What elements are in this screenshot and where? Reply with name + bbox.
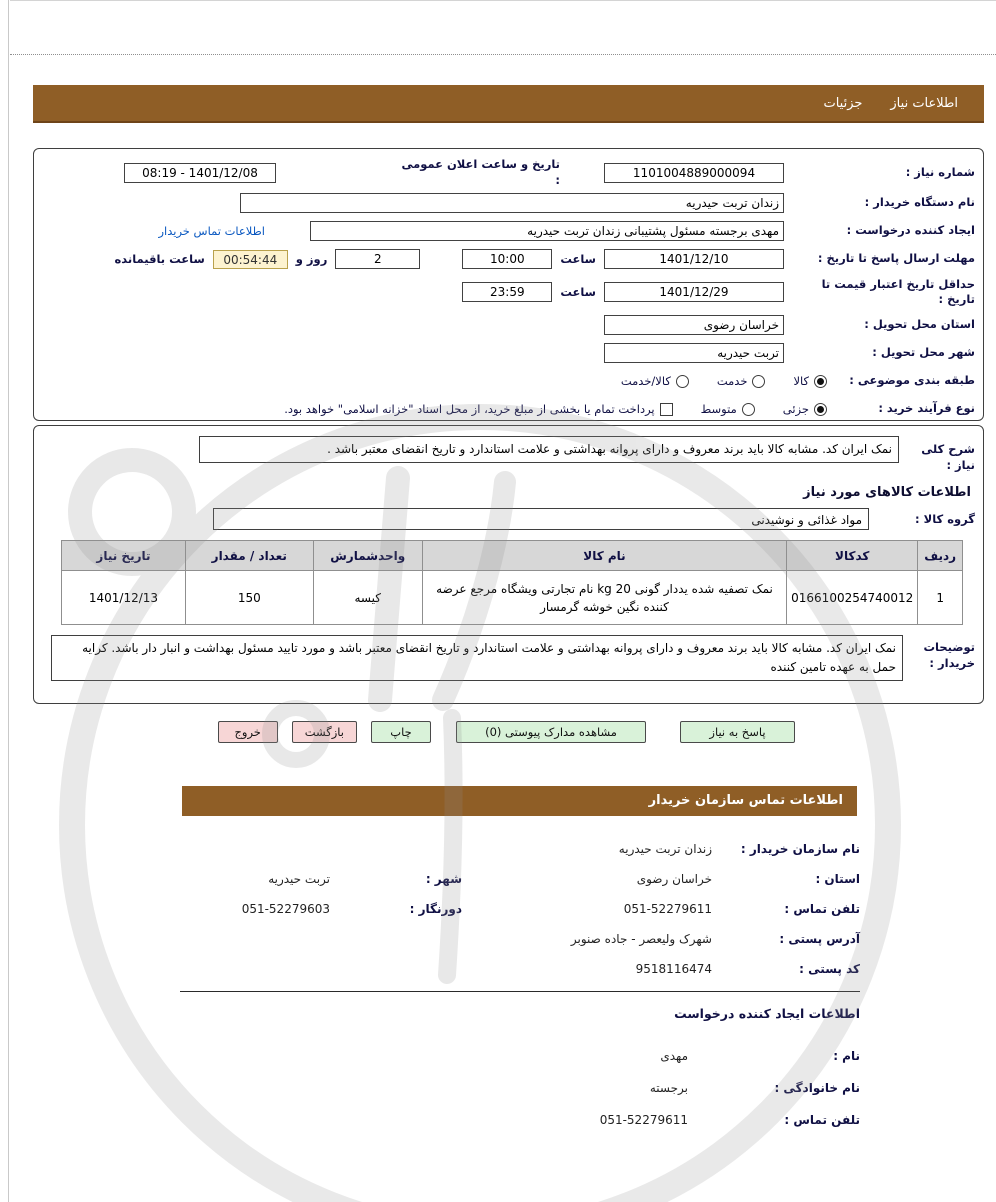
view-attachments-button[interactable]: مشاهده مدارک پیوستی (0) — [456, 721, 646, 743]
need-number-input[interactable] — [604, 163, 784, 183]
postal-code-label: کد پستی : — [799, 962, 860, 976]
need-items-section — [33, 425, 984, 704]
cell-quantity: 150 — [185, 571, 313, 625]
buyer-contact-section — [180, 834, 860, 984]
validity-label: حداقل تاریخ اعتبار قیمت تا تاریخ : — [821, 276, 975, 307]
row-goods-group — [42, 508, 975, 530]
top-divider — [10, 0, 996, 1]
goods-radio-label: کالا — [793, 374, 809, 389]
row-org-name — [180, 834, 860, 864]
goods-service-radio[interactable] — [676, 375, 689, 388]
deadline-label: مهلت ارسال پاسخ تا تاریخ : — [817, 251, 975, 266]
service-radio[interactable] — [752, 375, 765, 388]
cell-need-date: 1401/12/13 — [62, 571, 186, 625]
reply-to-need-button[interactable]: پاسخ به نیاز — [680, 721, 795, 743]
row-province-city — [180, 864, 860, 894]
medium-radio[interactable] — [742, 403, 755, 416]
request-creator-label: ایجاد کننده درخواست : — [846, 223, 975, 238]
need-description-label: شرح کلی نیاز : — [921, 442, 975, 473]
row-phone-fax — [180, 894, 860, 924]
row-creator-phone — [180, 1104, 860, 1136]
service-radio-label: خدمت — [716, 374, 748, 389]
need-number-label: شماره نیاز : — [905, 164, 975, 179]
category-option-goods — [793, 374, 827, 388]
buyer-notes-box[interactable]: نمک ایران کد. مشابه کالا باید برند معروف و دارای پروانه بهداشتی و علامت استاندارد و تاریخ انقضای معتبر باشد و مورد تایید مسئول بهداشت و انبار دار باشد. کرایه حمل به عهده تامین کننده — [51, 635, 903, 681]
row-last-name — [180, 1072, 860, 1104]
delivery-province-input[interactable] — [604, 315, 784, 335]
row-need-number — [42, 157, 975, 188]
validity-date-input[interactable] — [604, 282, 784, 302]
col-need-date: تاریخ نیاز — [62, 541, 186, 571]
col-row-number: ردیف — [918, 541, 963, 571]
row-purchase-process — [42, 396, 975, 421]
goods-group-label: گروه کالا : — [915, 512, 975, 527]
creator-phone-label: تلفن تماس : — [784, 1113, 860, 1127]
buyer-contact-link[interactable]: اطلاعات تماس خریدار — [158, 224, 265, 239]
row-request-creator — [42, 218, 975, 244]
goods-radio[interactable] — [814, 375, 827, 388]
col-item-name: نام کالا — [422, 541, 786, 571]
row-delivery-province — [42, 312, 975, 338]
row-buyer-org — [42, 190, 975, 216]
validity-hour-label: ساعت — [560, 285, 596, 300]
contact-province-value: خراسان رضوی — [636, 872, 712, 886]
buyer-notes-label: توضیحات خریدار : — [923, 640, 975, 671]
row-subject-category — [42, 368, 975, 394]
buyer-contact-header — [182, 786, 857, 816]
purchase-process-label: نوع فرآیند خرید : — [878, 401, 975, 416]
items-heading: اطلاعات کالاهای مورد نیاز — [803, 485, 971, 501]
request-creator-input[interactable] — [310, 221, 784, 241]
category-option-goods-service — [621, 374, 689, 388]
contact-city-value: تربت حیدریه — [268, 872, 330, 886]
cell-item-name: نمک تصفیه شده یددار گونی 20 kg نام تجارتی ویشگاه مرجع عرضه کننده نگین خوشه گرمسار — [422, 571, 786, 625]
delivery-province-label: استان محل تحویل : — [864, 317, 975, 332]
last-name-label: نام خانوادگی : — [774, 1081, 860, 1095]
buyer-org-label: نام دستگاه خریدار : — [864, 195, 975, 210]
process-option-medium — [701, 402, 755, 416]
days-label: روز و — [295, 252, 328, 267]
col-quantity: تعداد / مقدار — [185, 541, 313, 571]
contact-province-label: استان : — [815, 872, 860, 886]
treasury-checkbox-label: پرداخت تمام یا بخشی از مبلغ خرید، از محل اسناد "خزانه اسلامی" خواهد بود. — [284, 402, 655, 417]
medium-radio-label: متوسط — [700, 402, 737, 417]
cell-row-number: 1 — [918, 571, 963, 625]
row-postal-address — [180, 924, 860, 954]
buyer-org-input[interactable] — [240, 193, 784, 213]
need-description-box[interactable]: نمک ایران کد. مشابه کالا باید برند معروف و دارای پروانه بهداشتی و علامت استاندارد و تاریخ انقضای معتبر باشد . — [199, 436, 899, 463]
announce-datetime-label: تاریخ و ساعت اعلان عمومی : — [401, 157, 560, 187]
process-option-minor — [783, 402, 827, 416]
contact-city-label: شهر : — [425, 872, 462, 886]
row-delivery-city — [42, 340, 975, 366]
action-buttons — [218, 721, 795, 743]
last-name-value: برجسته — [649, 1081, 688, 1095]
contact-fax-label: دورنگار : — [409, 902, 462, 916]
contact-fax-value: 051-52279603 — [241, 902, 330, 916]
cell-unit: کیسه — [313, 571, 422, 625]
minor-radio[interactable] — [814, 403, 827, 416]
org-name-label: نام سازمان خریدار : — [740, 842, 860, 856]
validity-time-input[interactable] — [462, 282, 552, 302]
row-price-validity — [42, 274, 975, 310]
countdown-timer: 00:54:44 — [213, 250, 288, 269]
col-item-code: کدکالا — [787, 541, 918, 571]
creator-info-heading: اطلاعات ایجاد کننده درخواست — [674, 1006, 860, 1021]
org-name-value: زندان تربت حیدریه — [618, 842, 712, 856]
treasury-option — [284, 402, 672, 416]
row-postal-code — [180, 954, 860, 984]
subject-category-label: طبقه بندی موضوعی : — [849, 373, 975, 388]
tab-details[interactable]: جزئیات — [823, 95, 863, 111]
row-need-description — [42, 436, 975, 473]
goods-service-radio-label: کالا/خدمت — [620, 374, 671, 389]
first-name-label: نام : — [833, 1049, 860, 1063]
items-table — [61, 540, 963, 625]
header-tabs-bar — [33, 85, 984, 123]
postal-address-value: شهرک ولیعصر - جاده صنوبر — [570, 932, 712, 946]
first-name-value: مهدی — [660, 1049, 688, 1063]
announce-datetime-input[interactable] — [124, 163, 276, 183]
goods-group-box[interactable]: مواد غذائی و نوشیدنی — [213, 508, 869, 530]
creator-phone-value: 051-52279611 — [599, 1113, 688, 1127]
creator-info-section — [180, 1040, 860, 1136]
postal-code-value: 9518116474 — [635, 962, 712, 976]
table-row — [62, 571, 963, 625]
contact-phone-value: 051-52279611 — [623, 902, 712, 916]
contact-phone-label: تلفن تماس : — [784, 902, 860, 916]
remaining-days-input[interactable] — [335, 249, 420, 269]
tab-need-info[interactable]: اطلاعات نیاز — [890, 95, 958, 111]
dotted-divider — [10, 54, 996, 55]
row-buyer-notes — [42, 635, 975, 681]
col-unit: واحدشمارش — [313, 541, 422, 571]
deadline-date-input[interactable] — [604, 249, 784, 269]
treasury-checkbox[interactable] — [660, 403, 673, 416]
need-info-form — [33, 148, 984, 421]
delivery-city-label: شهر محل تحویل : — [872, 345, 975, 360]
row-response-deadline — [42, 246, 975, 272]
buyer-contact-header-text: اطلاعات تماس سازمان خریدار — [648, 793, 843, 808]
exit-button[interactable]: خروج — [218, 721, 278, 743]
print-button[interactable]: چاپ — [371, 721, 431, 743]
items-table-header-row — [62, 541, 963, 571]
contact-divider — [180, 991, 860, 992]
left-border-line — [8, 0, 9, 1202]
category-option-service — [717, 374, 766, 388]
deadline-hour-label: ساعت — [560, 252, 596, 267]
cell-item-code: 0166100254740012 — [787, 571, 918, 625]
deadline-time-input[interactable] — [462, 249, 552, 269]
remaining-hours-label: ساعت باقیمانده — [114, 252, 205, 267]
postal-address-label: آدرس پستی : — [779, 932, 860, 946]
minor-radio-label: جزئی — [782, 402, 809, 417]
back-button[interactable]: بازگشت — [292, 721, 357, 743]
row-first-name — [180, 1040, 860, 1072]
delivery-city-input[interactable] — [604, 343, 784, 363]
